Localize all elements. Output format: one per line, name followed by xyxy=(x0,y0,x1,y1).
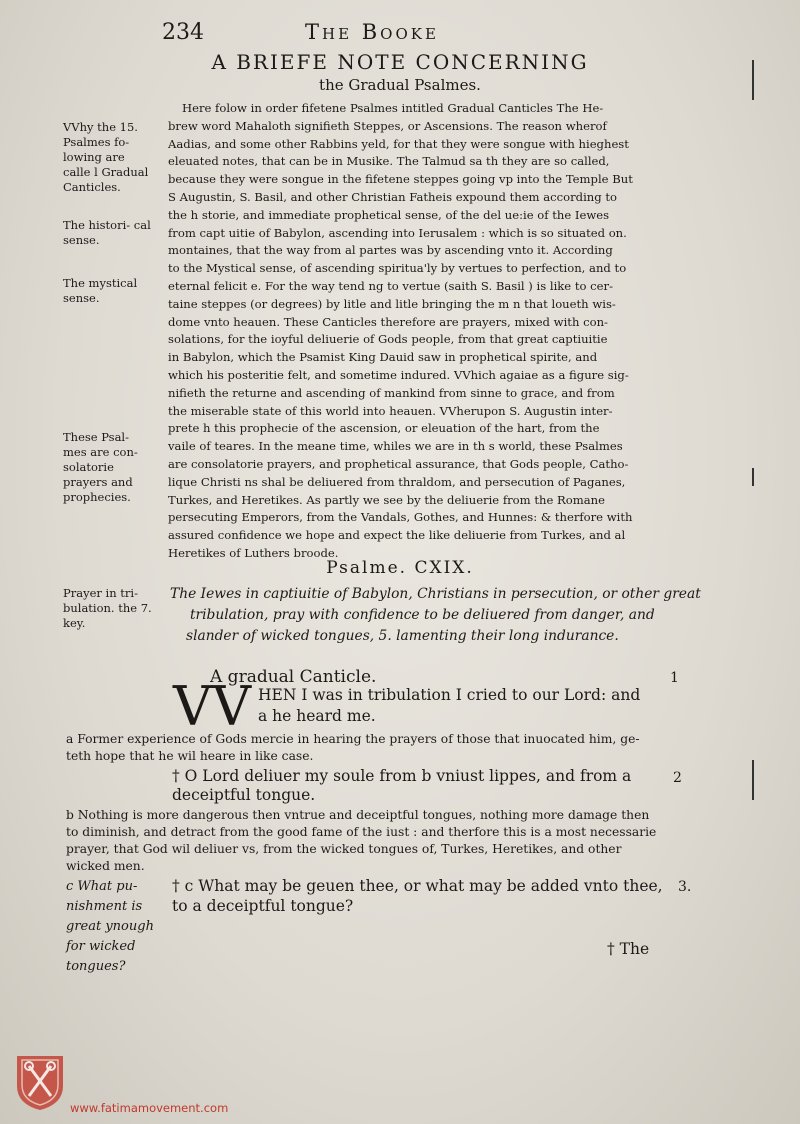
note-b-line: to diminish, and detract from the good fame of the iust : and therfore this is a most necessarie xyxy=(66,825,657,839)
margin-note-historical: The histori- cal sense. xyxy=(63,218,151,247)
footer-url[interactable]: www.fatimamovement.com xyxy=(70,1101,229,1115)
note-b-line: wicked men. xyxy=(66,859,145,873)
note-b-line: b Nothing is more dangerous then vntrue and deceiptful tongues, nothing more damage then xyxy=(66,808,650,822)
running-head: The Booke xyxy=(305,20,439,44)
verse-2-line: † O Lord deliuer my soule from b vniust lippes, and from a xyxy=(172,767,632,785)
page-number: 234 xyxy=(162,20,204,45)
margin-mark xyxy=(752,760,754,800)
margin-note-consolatorie: These Psal- mes are con- solatorie prayers and prophecies. xyxy=(63,430,138,504)
verse-1-line: a he heard me. xyxy=(258,707,376,725)
margin-mark xyxy=(752,468,754,486)
psalm-argument-line: slander of wicked tongues, 5. lamenting their long indurance. xyxy=(186,628,619,644)
body-line: in Babylon, which the Psamist King Dauid saw in prophetical spirite, and xyxy=(168,350,598,365)
verse-3-line: † c What may be geuen thee, or what may be added vnto thee, xyxy=(172,877,663,895)
section-title: A BRIEFE NOTE CONCERNING xyxy=(211,50,589,74)
body-line: dome vnto heauen. These Canticles therefore are prayers, mixed with con- xyxy=(168,314,608,329)
body-line: persecuting Emperors, from the Vandals, Gothes, and Hunnes: & therfore with xyxy=(168,510,633,525)
verse-number: 3. xyxy=(678,879,692,895)
body-line: solations, for the ioyful deliuerie of Gods people, from that great captiuitie xyxy=(168,332,608,347)
drop-cap: VV xyxy=(173,675,251,738)
note-b-line: prayer, that God wil deliuer vs, from the wicked tongues of, Turkes, Heretikes, and other xyxy=(66,842,622,856)
note-a-line: a Former experience of Gods mercie in hearing the prayers of those that inuocated him, ge- xyxy=(66,732,640,746)
body-line: the miserable state of this world into heauen. VVherupon S. Augustin inter- xyxy=(168,403,613,418)
body-line: prete h this prophecie of the ascension, or eleuation of the hart, from the xyxy=(168,421,600,436)
verse-3-line: to a deceiptful tongue? xyxy=(172,897,354,915)
body-line: montaines, that the way from al partes was by ascending vnto it. According xyxy=(168,243,613,258)
body-line: eternal felicit e. For the way tend ng to vertue (saith S. Basil ) is like to cer- xyxy=(168,278,613,293)
psalm-argument-line: tribulation, pray with confidence to be deliuered from danger, and xyxy=(190,607,655,623)
gradual-canticle-label: A gradual Canticle. xyxy=(210,667,377,687)
body-line: because they were songue in the fifetene steppes going vp into the Temple But xyxy=(168,172,633,187)
note-body xyxy=(168,100,708,563)
margin-note-mystical: The mystical sense. xyxy=(63,276,138,305)
body-line: nifieth the returne and ascending of mankind from sinne to grace, and from xyxy=(168,385,615,400)
body-line: Turkes, and Heretikes. As partly we see by the deliuerie from the Romane xyxy=(168,492,605,507)
body-line: Aadias, and some other Rabbins yeld, for that they were songue with hieghest xyxy=(168,136,629,151)
verse-number: 1 xyxy=(670,670,679,686)
psalm-argument-line: The Iewes in captiuitie of Babylon, Christians in persecution, or other great xyxy=(170,586,701,602)
body-line: brew word Mahaloth signifieth Steppes, or Ascensions. The reason wherof xyxy=(168,118,607,133)
verse-2-line: deceiptful tongue. xyxy=(172,786,316,804)
body-line: vaile of teares. In the meane time, whiles we are in th s world, these Psalmes xyxy=(168,439,623,454)
body-line: eleuated notes, that can be in Musike. The Talmud sa th they are so called, xyxy=(168,154,610,169)
body-line: to the Mystical sense, of ascending spiritua'ly by vertues to perfection, and to xyxy=(168,261,627,276)
papal-keys-seal-icon xyxy=(13,1052,67,1112)
margin-mark xyxy=(752,60,754,100)
verse-1-line: HEN I was in tribulation I cried to our Lord: and xyxy=(258,686,641,704)
body-line: assured confidence we hope and expect the like deliuerie from Turkes, and al xyxy=(168,528,626,543)
body-line: Heretikes of Luthers broode. xyxy=(168,545,339,560)
body-line: from capt uitie of Babylon, ascending into Ierusalem : which is so situated on. xyxy=(168,225,627,240)
body-line: S Augustin, S. Basil, and other Christian Fatheis expound them according to xyxy=(168,189,617,204)
body-line: lique Christi ns shal be deliuered from thraldom, and persecution of Paganes, xyxy=(168,474,626,489)
note-a-line: teth hope that he wil heare in like case. xyxy=(66,749,314,763)
margin-note-c: c What pu- nishment is great ynough for wicked tongues? xyxy=(66,879,154,974)
body-line: the h storie, and immediate prophetical sense, of the del ue:ie of the Iewes xyxy=(168,207,610,222)
section-subtitle: the Gradual Psalmes. xyxy=(319,76,481,94)
verse-number: 2 xyxy=(673,770,682,786)
body-line: which his posteritie felt, and sometime indured. VVhich agaiae as a figure sig- xyxy=(168,367,629,382)
body-line: are consolatorie prayers, and prophetical assurance, that Gods people, Catho- xyxy=(168,456,629,471)
body-line: Here folow in order fifetene Psalmes intitled Gradual Canticles The He- xyxy=(182,101,604,115)
psalm-heading: Psalme. CXIX. xyxy=(326,558,474,578)
body-line: taine steppes (or degrees) by litle and litle bringing the m n that loueth wis- xyxy=(168,296,616,311)
catchword: † The xyxy=(607,940,650,958)
margin-note-why-called: VVhy the 15. Psalmes fo- lowing are calle l Gradual Canticles. xyxy=(63,120,149,194)
margin-note-prayer: Prayer in tri- bulation. the 7. key. xyxy=(63,586,152,630)
